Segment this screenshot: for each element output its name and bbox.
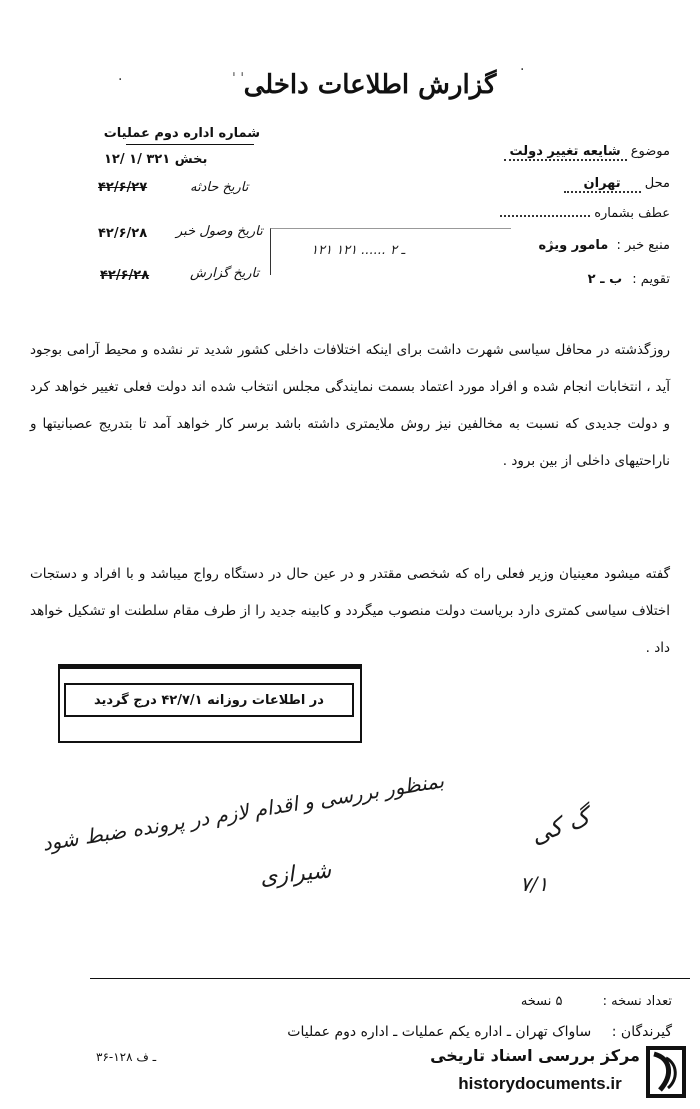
incident-date-label: تاریخ حادثه [190, 180, 249, 195]
place-value: تهران [564, 176, 641, 193]
copies-label: تعداد نسخه : [602, 994, 672, 1009]
recipients-label: گیرندگان : [611, 1024, 672, 1040]
report-paragraph-1: روزگذشته در محافل سیاسی شهرت داشت برای اینکه اختلافات داخلی کشور شدید تر نشده و محیط آرامی بوجود آید ، انتخابات انجام شده و افراد مورد اعتماد بسمت نمایندگی مجلس انتخاب شده اند دولت فعلی تغییر خواهد کرد و دولت جدیدی که نسبت به مخالفین نیز روش ملایمتری داشته باشد برسر کار خواهد آمد تا بتدریج عصبانیتها و ناراحتیهای داخلی از بین برود . [30, 342, 670, 469]
subject-row [504, 144, 670, 161]
source-row [534, 238, 670, 253]
scan-speck: ˌ ˌ [232, 62, 245, 78]
source-value: مامور ویژه [538, 238, 609, 253]
evaluation-row [582, 272, 670, 287]
scan-speck: · [118, 72, 123, 88]
footer-divider [90, 978, 690, 979]
ref-row [500, 206, 670, 221]
handwritten-date: ۷/۱ [520, 872, 549, 896]
document-title: گزارش اطلاعات داخلی [243, 70, 497, 100]
handwritten-initials: گ کی [527, 802, 594, 850]
archive-stamp-text: در اطلاعات روزانه ۴۲/۷/۱ درج گردید [64, 683, 354, 717]
department-label: شماره اداره دوم عملیات [103, 126, 260, 141]
department-underline [126, 144, 254, 145]
subject-value: شایعه تغییر دولت [504, 144, 627, 161]
center-stamp-text: ۱۲۱ ـ ۲ ...... ۱۲۱ [311, 243, 406, 258]
archive-center-name: مرکز بررسی اسناد تاریخی [430, 1046, 640, 1065]
archive-stamp [58, 664, 362, 743]
letter-number: ۱۲/ ۱/ بخش ۳۲۱ [104, 152, 208, 167]
form-code: ۳۶-۱۲۸ ـ ف [96, 1050, 157, 1064]
place-row [564, 176, 670, 193]
archive-center-url: historydocuments.ir [458, 1074, 622, 1093]
evaluation-label: تقویم : [632, 272, 670, 287]
incident-date: ۴۲/۶/۲۷ [98, 180, 148, 195]
place-label: محل [644, 176, 670, 191]
report-date-label: تاریخ گزارش [190, 266, 260, 281]
ref-value [500, 215, 590, 217]
recipients-value: ساواک تهران ـ اداره یکم عملیات ـ اداره دوم عملیات [287, 1024, 592, 1040]
handwritten-signature: شیرازی [258, 858, 333, 891]
ref-label: عطف بشماره [594, 206, 670, 221]
recipients-row [287, 1024, 672, 1040]
report-date: ۴۲/۶/۲۸ [100, 268, 150, 283]
scan-speck: · [520, 62, 525, 78]
subject-label: موضوع [630, 144, 670, 159]
source-label: منبع خبر : [616, 238, 670, 253]
handwritten-note: بمنظور بررسی و اقدام لازم در پرونده ضبط شود [40, 768, 446, 856]
news-date-label: تاریخ وصول خبر [176, 224, 263, 239]
center-faint-stamp [270, 228, 511, 275]
news-date: ۴۲/۶/۲۸ [98, 226, 148, 241]
report-paragraph-2: گفته میشود معینیان وزیر فعلی راه که شخصی مقتدر و در عین حال در دستگاه رواج میباشد و با افراد و دستجات اختلاف سیاسی کمتری دارد بریاست دولت منصوب میگردد و کابینه جدید را از طرف مقام سلطنت او تشکیل خواهد داد . [30, 566, 670, 656]
evaluation-value: ب ـ ۲ [587, 272, 623, 287]
document-archive-icon [640, 1044, 692, 1100]
copies-row [521, 994, 672, 1009]
copies-value: ۵ نسخه [520, 994, 563, 1009]
